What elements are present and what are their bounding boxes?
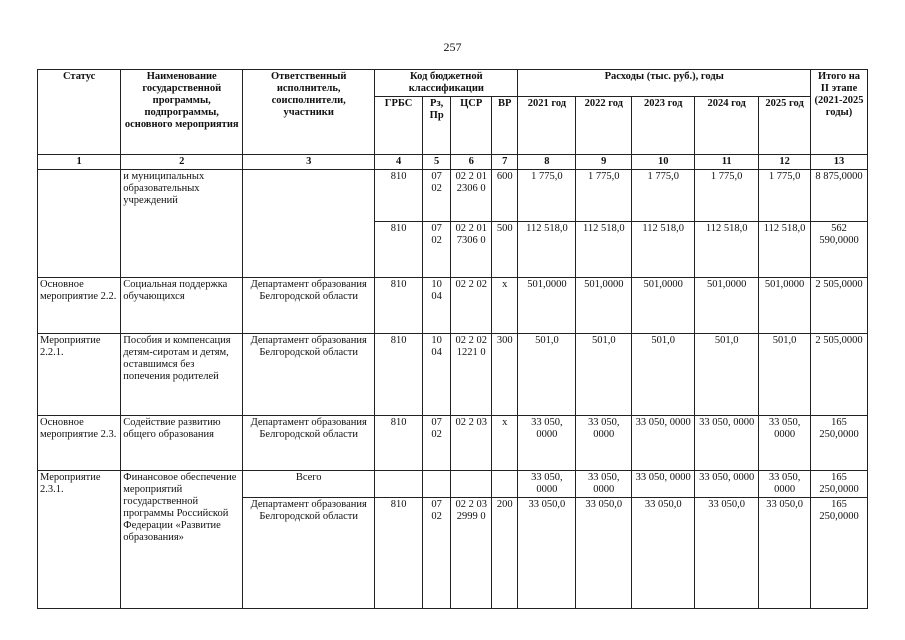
column-number: 7 (492, 155, 518, 170)
y2023-cell: 501,0000 (632, 278, 695, 334)
page-number: 257 (443, 40, 462, 54)
executor-cell: Департамент образования Белгородской области (243, 334, 375, 416)
executor-cell: Департамент образования Белгородской области (243, 278, 375, 334)
total-cell: 165 250,0000 (811, 498, 868, 609)
column-number: 8 (518, 155, 576, 170)
header-2023: 2023 год (632, 97, 695, 155)
y2022-cell: 501,0000 (576, 278, 632, 334)
rz-cell (422, 471, 450, 498)
total-cell: 8 875,0000 (811, 170, 868, 222)
header-2021: 2021 год (518, 97, 576, 155)
y2023-cell: 112 518,0 (632, 222, 695, 278)
status-cell: Основное мероприятие 2.3. (38, 416, 121, 471)
header-2025: 2025 год (759, 97, 811, 155)
y2024-cell: 112 518,0 (695, 222, 759, 278)
rz-cell: 07 02 (422, 170, 450, 222)
header-name: Наименование государственной программы, подпрограммы, основного мероприятия (121, 70, 243, 155)
column-number: 3 (243, 155, 375, 170)
y2024-cell: 33 050, 0000 (695, 471, 759, 498)
y2023-cell: 33 050, 0000 (632, 471, 695, 498)
status-cell (38, 170, 121, 278)
column-number: 9 (576, 155, 632, 170)
y2024-cell: 33 050, 0000 (695, 416, 759, 471)
csr-cell: 02 2 02 1221 0 (451, 334, 492, 416)
y2024-cell: 1 775,0 (695, 170, 759, 222)
vr-cell: 500 (492, 222, 518, 278)
status-cell: Мероприятие 2.2.1. (38, 334, 121, 416)
csr-cell: 02 2 03 2999 0 (451, 498, 492, 609)
header-csr: ЦСР (451, 97, 492, 155)
header-grbs: ГРБС (375, 97, 423, 155)
grbs-cell: 810 (375, 222, 423, 278)
column-number: 13 (811, 155, 868, 170)
csr-cell: 02 2 02 (451, 278, 492, 334)
y2025-cell: 33 050, 0000 (759, 416, 811, 471)
table-row (38, 416, 868, 471)
y2022-cell: 501,0 (576, 334, 632, 416)
header-2024: 2024 год (695, 97, 759, 155)
executor-cell: Департамент образования Белгородской области (243, 416, 375, 471)
total-cell: 2 505,0000 (811, 334, 868, 416)
rz-cell: 10 04 (422, 278, 450, 334)
name-cell: Финансовое обеспечение мероприятий государственной программы Российской Федерации «Развитие образования» (121, 471, 243, 609)
csr-cell: 02 2 03 (451, 416, 492, 471)
table-row (38, 170, 868, 222)
header-rz: Рз, Пр (422, 97, 450, 155)
vr-cell: х (492, 278, 518, 334)
y2022-cell: 33 050, 0000 (576, 416, 632, 471)
vr-cell: 300 (492, 334, 518, 416)
y2023-cell: 33 050, 0000 (632, 416, 695, 471)
y2023-cell: 33 050,0 (632, 498, 695, 609)
y2021-cell: 33 050, 0000 (518, 471, 576, 498)
y2025-cell: 501,0 (759, 334, 811, 416)
y2021-cell: 112 518,0 (518, 222, 576, 278)
total-cell: 165 250,0000 (811, 416, 868, 471)
header-expenses: Расходы (тыс. руб.), годы (518, 70, 811, 97)
grbs-cell: 810 (375, 278, 423, 334)
grbs-cell: 810 (375, 170, 423, 222)
column-number: 1 (38, 155, 121, 170)
column-number: 12 (759, 155, 811, 170)
name-cell: Содействие развитию общего образования (121, 416, 243, 471)
header-vr: ВР (492, 97, 518, 155)
rz-cell: 07 02 (422, 222, 450, 278)
csr-cell: 02 2 01 7306 0 (451, 222, 492, 278)
status-cell: Основное мероприятие 2.2. (38, 278, 121, 334)
name-cell: и муниципальных образовательных учреждений (121, 170, 243, 278)
column-number: 2 (121, 155, 243, 170)
column-number: 10 (632, 155, 695, 170)
y2023-cell: 501,0 (632, 334, 695, 416)
header-executor: Ответственный исполнитель, соисполнители, участники (243, 70, 375, 155)
table-row (38, 278, 868, 334)
vr-cell: 600 (492, 170, 518, 222)
status-cell: Мероприятие 2.3.1. (38, 471, 121, 609)
rz-cell: 07 02 (422, 416, 450, 471)
grbs-cell: 810 (375, 498, 423, 609)
rz-cell: 07 02 (422, 498, 450, 609)
y2021-cell: 501,0000 (518, 278, 576, 334)
name-cell: Социальная поддержка обучающихся (121, 278, 243, 334)
y2024-cell: 501,0 (695, 334, 759, 416)
grbs-cell: 810 (375, 416, 423, 471)
y2025-cell: 33 050, 0000 (759, 471, 811, 498)
csr-cell (451, 471, 492, 498)
y2022-cell: 112 518,0 (576, 222, 632, 278)
vr-cell: х (492, 416, 518, 471)
y2024-cell: 501,0000 (695, 278, 759, 334)
y2022-cell: 1 775,0 (576, 170, 632, 222)
executor-cell: Департамент образования Белгородской области (243, 498, 375, 609)
column-number: 11 (695, 155, 759, 170)
grbs-cell (375, 471, 423, 498)
y2021-cell: 33 050,0 (518, 498, 576, 609)
csr-cell: 02 2 01 2306 0 (451, 170, 492, 222)
rz-cell: 10 04 (422, 334, 450, 416)
table-row (38, 334, 868, 416)
y2021-cell: 33 050, 0000 (518, 416, 576, 471)
table-row (38, 471, 868, 498)
column-number: 6 (451, 155, 492, 170)
vr-cell: 200 (492, 498, 518, 609)
vr-cell (492, 471, 518, 498)
header-2022: 2022 год (576, 97, 632, 155)
total-cell: 2 505,0000 (811, 278, 868, 334)
total-cell: 562 590,0000 (811, 222, 868, 278)
y2024-cell: 33 050,0 (695, 498, 759, 609)
total-cell: 165 250,0000 (811, 471, 868, 498)
column-number: 5 (422, 155, 450, 170)
y2025-cell: 112 518,0 (759, 222, 811, 278)
executor-cell (243, 170, 375, 278)
y2022-cell: 33 050, 0000 (576, 471, 632, 498)
name-cell: Пособия и компенсация детям-сиротам и детям, оставшимся без попечения родителей (121, 334, 243, 416)
header-budget-code: Код бюджетной классификации (375, 70, 518, 97)
y2025-cell: 1 775,0 (759, 170, 811, 222)
y2025-cell: 33 050,0 (759, 498, 811, 609)
y2021-cell: 1 775,0 (518, 170, 576, 222)
executor-cell: Всего (243, 471, 375, 498)
y2021-cell: 501,0 (518, 334, 576, 416)
header-status: Статус (38, 70, 121, 155)
y2022-cell: 33 050,0 (576, 498, 632, 609)
budget-table (37, 69, 868, 609)
column-number: 4 (375, 155, 423, 170)
header-total: Итого на II этапе (2021-2025 годы) (811, 70, 868, 155)
grbs-cell: 810 (375, 334, 423, 416)
y2023-cell: 1 775,0 (632, 170, 695, 222)
y2025-cell: 501,0000 (759, 278, 811, 334)
